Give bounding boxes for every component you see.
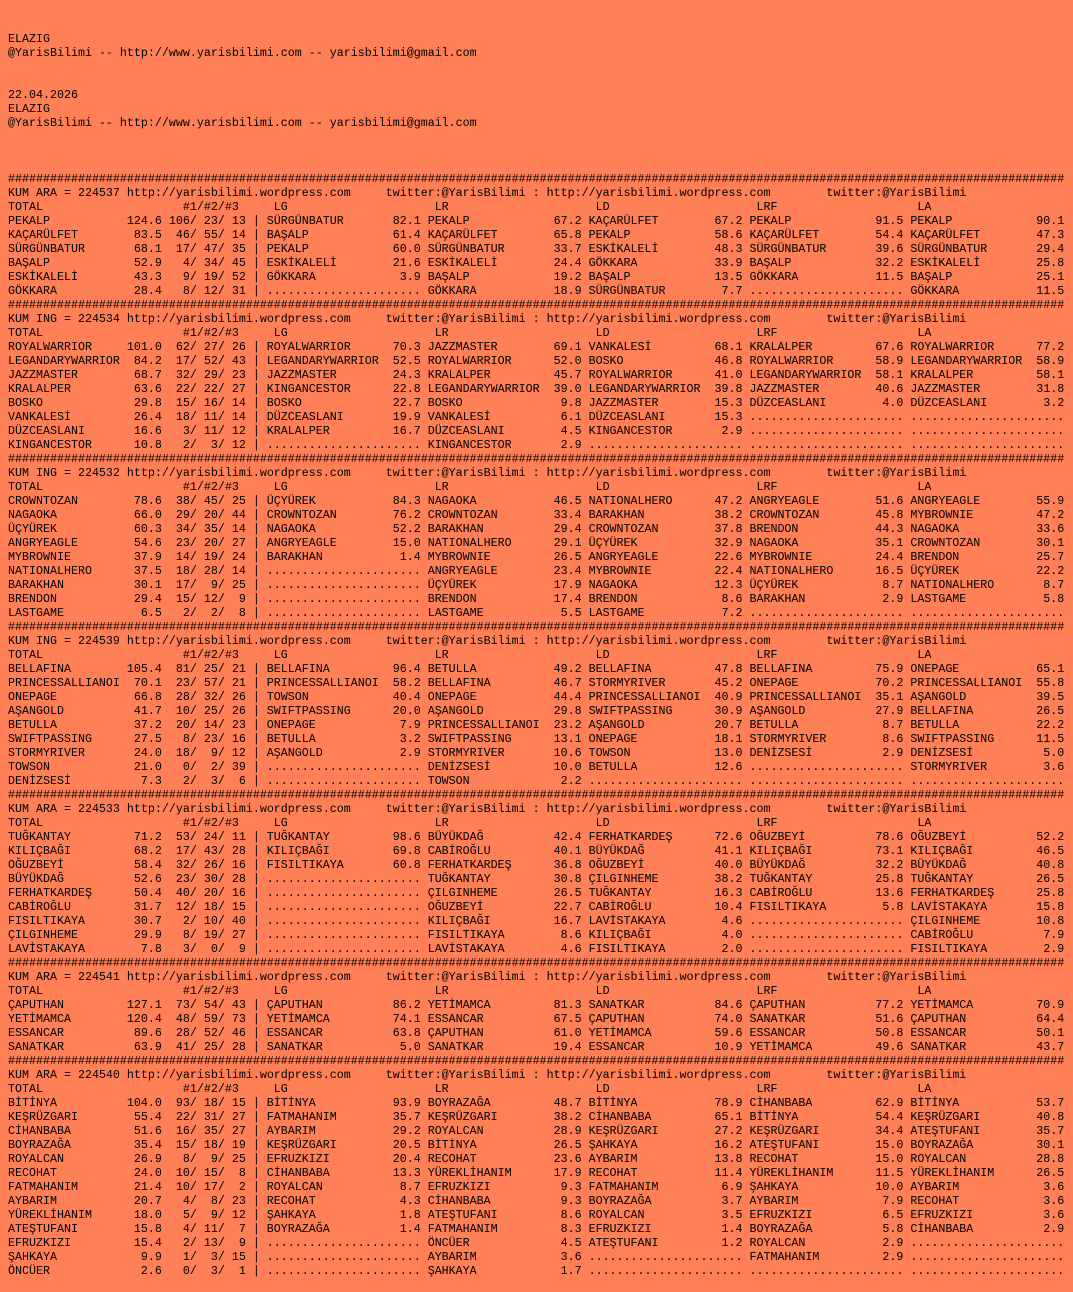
- report-date: 22.04.2026: [8, 88, 78, 102]
- result-row: LAVİSTAKAYA 7.8 3/ 0/ 9 | ...................... LAVİSTAKAYA 4.6 FISILTIKAYA 2.0 ...................... FISILTIKAYA 2.9: [8, 942, 1065, 956]
- header-line: ELAZIG: [8, 32, 50, 46]
- result-row: YÜREKLİHANIM 18.0 5/ 9/ 12 | ŞAHKAYA 1.8 ATEŞTUFANI 8.6 ROYALCAN 3.5 EFRUZKIZI 6.5 EFRUZKIZI 3.6: [8, 1208, 1065, 1222]
- separator-line: #######################################################################################################################################################: [8, 452, 1065, 466]
- separator-line: #######################################################################################################################################################: [8, 1054, 1065, 1068]
- race-block: [8, 452, 1064, 620]
- result-row: ESKİKALELİ 43.3 9/ 19/ 52 | GÖKKARA 3.9 BAŞALP 19.2 BAŞALP 13.5 GÖKKARA 11.5 BAŞALP 25.1: [8, 270, 1065, 284]
- result-row: BAŞALP 52.9 4/ 34/ 45 | ESKİKALELİ 21.6 ESKİKALELİ 24.4 GÖKKARA 33.9 BAŞALP 32.2 ESKİKALELİ 25.8: [8, 256, 1065, 270]
- race-id: KUM ARA = 224537: [8, 186, 120, 200]
- result-row: ROYALCAN 26.9 8/ 9/ 25 | EFRUZKIZI 20.4 RECOHAT 23.6 AYBARIM 13.8 RECOHAT 15.0 ROYALCAN 28.8: [8, 1152, 1065, 1166]
- result-row: BOYRAZAĞA 35.4 15/ 18/ 19 | KEŞRÜZGARI 20.5 BİTİNYA 26.5 ŞAHKAYA 16.2 ATEŞTUFANI 15.0 BOYRAZAĞA 30.1: [8, 1138, 1065, 1152]
- race-title: [8, 634, 1064, 648]
- race-links: http://yarisbilimi.wordpress.com twitter:@YarisBilimi : http://yarisbilimi.wordpress.com twitter:@YarisBilimi: [119, 1068, 967, 1082]
- race-title: [8, 186, 1064, 200]
- result-row: BETULLA 37.2 20/ 14/ 23 | ONEPAGE 7.9 PRINCESSALLIANOI 23.2 AŞANGOLD 20.7 BETULLA 8.7 BETULLA 22.2: [8, 718, 1065, 732]
- result-row: VANKALESİ 26.4 18/ 11/ 14 | DÜZCEASLANI 19.9 VANKALESİ 6.1 DÜZCEASLANI 15.3 ...................... ......................: [8, 410, 1065, 424]
- result-row: MYBROWNIE 37.9 14/ 19/ 24 | BARAKHAN 1.4 MYBROWNIE 26.5 ANGRYEAGLE 22.6 MYBROWNIE 24.4 BRENDON 25.7: [8, 550, 1065, 564]
- race-id: KUM ARA = 224540: [8, 1068, 120, 1082]
- result-row: CİHANBABA 51.6 16/ 35/ 27 | AYBARIM 29.2 ROYALCAN 28.9 KEŞRÜZGARI 27.2 KEŞRÜZGARI 34.4 ATEŞTUFANI 35.7: [8, 1124, 1065, 1138]
- result-row: SWIFTPASSING 27.5 8/ 23/ 16 | BETULLA 3.2 SWIFTPASSING 13.1 ONEPAGE 18.1 STORMYRIVER 8.6 SWIFTPASSING 11.5: [8, 732, 1065, 746]
- result-row: CABİROĞLU 31.7 12/ 18/ 15 | ...................... OĞUZBEYİ 22.7 CABİROĞLU 10.4 FISILTIKAYA 5.8 LAVİSTAKAYA 15.8: [8, 900, 1065, 914]
- race-id: KUM ARA = 224541: [8, 970, 120, 984]
- race-title: [8, 970, 1064, 984]
- result-row: EFRUZKIZI 15.4 2/ 13/ 9 | ...................... ÖNCÜER 4.5 ATEŞTUFANI 1.2 ROYALCAN 2.9 ......................: [8, 1236, 1065, 1250]
- result-row: BÜYÜKDAĞ 52.6 23/ 30/ 28 | ...................... TUĞKANTAY 30.8 ÇILGINHEME 38.2 TUĞKANTAY 25.8 TUĞKANTAY 26.5: [8, 872, 1065, 886]
- result-row: KRALALPER 63.6 22/ 22/ 27 | KINGANCESTOR 22.8 LEGANDARYWARRIOR 39.0 LEGANDARYWARRIOR 39.8 JAZZMASTER 40.6 JAZZMASTER 31.8: [8, 382, 1065, 396]
- result-row: FATMAHANIM 21.4 10/ 17/ 2 | ROYALCAN 8.7 EFRUZKIZI 9.3 FATMAHANIM 6.9 ŞAHKAYA 10.0 AYBARIM 3.6: [8, 1180, 1065, 1194]
- result-row: ŞAHKAYA 9.9 1/ 3/ 15 | ...................... AYBARIM 3.6 ...................... FATMAHANIM 2.9 ......................: [8, 1250, 1065, 1264]
- column-header-row: TOTAL #1/#2/#3 LG LR LD LRF LA: [8, 480, 1030, 494]
- column-header-row: TOTAL #1/#2/#3 LG LR LD LRF LA: [8, 648, 1030, 662]
- result-row: ÖNCÜER 2.6 0/ 3/ 1 | ...................... ŞAHKAYA 1.7 ...................... ...................... ......................: [8, 1264, 1065, 1278]
- result-row: BARAKHAN 30.1 17/ 9/ 25 | ...................... ÜÇYÜREK 17.9 NAGAOKA 12.3 ÜÇYÜREK 8.7 NATIONALHERO 8.7: [8, 578, 1065, 592]
- result-row: BOSKO 29.8 15/ 16/ 14 | BOSKO 22.7 BOSKO 9.8 JAZZMASTER 15.3 DÜZCEASLANI 4.0 DÜZCEASLANI 3.2: [8, 396, 1065, 410]
- race-list: [8, 172, 1064, 1278]
- race-block: [8, 620, 1064, 788]
- separator-line: #######################################################################################################################################################: [8, 298, 1065, 312]
- race-id: KUM ING = 224532: [8, 466, 120, 480]
- race-title: [8, 466, 1064, 480]
- race-id: KUM ING = 224539: [8, 634, 120, 648]
- result-row: RECOHAT 24.0 10/ 15/ 8 | CİHANBABA 13.3 YÜREKLİHANIM 17.9 RECOHAT 11.4 YÜREKLİHANIM 11.5 YÜREKLİHANIM 26.5: [8, 1166, 1065, 1180]
- result-row: PRINCESSALLIANOI 70.1 23/ 57/ 21 | PRINCESSALLIANOI 58.2 BELLAFINA 46.7 STORMYRIVER 45.2 ONEPAGE 70.2 PRINCESSALLIANOI 55.8: [8, 676, 1065, 690]
- header-line: [8, 74, 1064, 88]
- result-row: PEKALP 124.6 106/ 23/ 13 | SÜRGÜNBATUR 82.1 PEKALP 67.2 KAÇARÜLFET 67.2 PEKALP 91.5 PEKALP 90.1: [8, 214, 1065, 228]
- race-block: [8, 956, 1064, 1054]
- race-block: [8, 1054, 1064, 1278]
- result-row: KILIÇBAĞI 68.2 17/ 43/ 28 | KILIÇBAĞI 69.8 CABİROĞLU 40.1 BÜYÜKDAĞ 41.1 KILIÇBAĞI 73.1 KILIÇBAĞI 46.5: [8, 844, 1065, 858]
- race-block: [8, 172, 1064, 298]
- result-row: STORMYRIVER 24.0 18/ 9/ 12 | AŞANGOLD 2.9 STORMYRIVER 10.6 TOWSON 13.0 DENİZSESİ 2.9 DENİZSESİ 5.0: [8, 746, 1065, 760]
- race-title: [8, 312, 1064, 326]
- result-row: BİTİNYA 104.0 93/ 18/ 15 | BİTİNYA 93.9 BOYRAZAĞA 48.7 BİTİNYA 78.9 CİHANBABA 62.9 BİTİNYA 53.7: [8, 1096, 1065, 1110]
- result-row: DENİZSESİ 7.3 2/ 3/ 6 | ...................... TOWSON 2.2 ...................... ...................... ......................: [8, 774, 1065, 788]
- result-row: KEŞRÜZGARI 55.4 22/ 31/ 27 | FATMAHANIM 35.7 KEŞRÜZGARI 38.2 CİHANBABA 65.1 BİTİNYA 54.4 KEŞRÜZGARI 40.8: [8, 1110, 1065, 1124]
- race-title: [8, 1068, 1064, 1082]
- report-text: [8, 4, 1064, 1292]
- result-row: ÇILGINHEME 29.9 8/ 19/ 27 | ...................... FISILTIKAYA 8.6 KILIÇBAĞI 4.0 ...................... CABİROĞLU 7.9: [8, 928, 1065, 942]
- result-row: TUĞKANTAY 71.2 53/ 24/ 11 | TUĞKANTAY 98.6 BÜYÜKDAĞ 42.4 FERHATKARDEŞ 72.6 OĞUZBEYİ 78.6 OĞUZBEYİ 52.2: [8, 830, 1065, 844]
- result-row: ÇAPUTHAN 127.1 73/ 54/ 43 | ÇAPUTHAN 86.2 YETİMAMCA 81.3 SANATKAR 84.6 ÇAPUTHAN 77.2 YETİMAMCA 70.9: [8, 998, 1065, 1012]
- race-id: KUM ARA = 224533: [8, 802, 120, 816]
- race-links: http://yarisbilimi.wordpress.com twitter:@YarisBilimi : http://yarisbilimi.wordpress.com twitter:@YarisBilimi: [119, 466, 967, 480]
- column-header-row: TOTAL #1/#2/#3 LG LR LD LRF LA: [8, 200, 1030, 214]
- result-row: ROYALWARRIOR 101.0 62/ 27/ 26 | ROYALWARRIOR 70.3 JAZZMASTER 69.1 VANKALESİ 68.1 KRALALPER 67.6 ROYALWARRIOR 77.2: [8, 340, 1065, 354]
- result-row: AYBARIM 20.7 4/ 8/ 23 | RECOHAT 4.3 CİHANBABA 9.3 BOYRAZAĞA 3.7 AYBARIM 7.9 RECOHAT 3.6: [8, 1194, 1065, 1208]
- result-row: JAZZMASTER 68.7 32/ 29/ 23 | JAZZMASTER 24.3 KRALALPER 45.7 ROYALWARRIOR 41.0 LEGANDARYWARRIOR 58.1 KRALALPER 58.1: [8, 368, 1065, 382]
- separator-line: #######################################################################################################################################################: [8, 788, 1065, 802]
- result-row: BRENDON 29.4 15/ 12/ 9 | ...................... BRENDON 17.4 BRENDON 8.6 BARAKHAN 2.9 LASTGAME 5.8: [8, 592, 1065, 606]
- column-header-row: TOTAL #1/#2/#3 LG LR LD LRF LA: [8, 984, 1030, 998]
- race-title: [8, 802, 1064, 816]
- column-header-row: TOTAL #1/#2/#3 LG LR LD LRF LA: [8, 1082, 1030, 1096]
- result-row: FERHATKARDEŞ 50.4 40/ 20/ 16 | ...................... ÇILGINHEME 26.5 TUĞKANTAY 16.3 CABİROĞLU 13.6 FERHATKARDEŞ 25.8: [8, 886, 1065, 900]
- separator-line: #######################################################################################################################################################: [8, 956, 1065, 970]
- result-row: ONEPAGE 66.8 28/ 32/ 26 | TOWSON 40.4 ONEPAGE 44.4 PRINCESSALLIANOI 40.9 PRINCESSALLIANOI 35.1 AŞANGOLD 39.5: [8, 690, 1065, 704]
- header-line: ELAZIG: [8, 102, 50, 116]
- page-header: [8, 32, 1064, 144]
- result-row: ANGRYEAGLE 54.6 23/ 20/ 27 | ANGRYEAGLE 15.0 NATIONALHERO 29.1 ÜÇYÜREK 32.9 NAGAOKA 35.1 CROWNTOZAN 30.1: [8, 536, 1065, 550]
- header-line: @YarisBilimi -- http://www.yarisbilimi.com -- yarisbilimi@gmail.com: [8, 116, 477, 130]
- result-row: NATIONALHERO 37.5 18/ 28/ 14 | ...................... ANGRYEAGLE 23.4 MYBROWNIE 22.4 NATIONALHERO 16.5 ÜÇYÜREK 22.2: [8, 564, 1065, 578]
- column-header-row: TOTAL #1/#2/#3 LG LR LD LRF LA: [8, 816, 1030, 830]
- race-links: http://yarisbilimi.wordpress.com twitter:@YarisBilimi : http://yarisbilimi.wordpress.com twitter:@YarisBilimi: [119, 802, 967, 816]
- result-row: KAÇARÜLFET 83.5 46/ 55/ 14 | BAŞALP 61.4 KAÇARÜLFET 65.8 PEKALP 58.6 KAÇARÜLFET 54.4 KAÇARÜLFET 47.3: [8, 228, 1065, 242]
- race-block: [8, 788, 1064, 956]
- result-row: BELLAFINA 105.4 81/ 25/ 21 | BELLAFINA 96.4 BETULLA 49.2 BELLAFINA 47.8 BELLAFINA 75.9 ONEPAGE 65.1: [8, 662, 1065, 676]
- result-row: SÜRGÜNBATUR 68.1 17/ 47/ 35 | PEKALP 60.0 SÜRGÜNBATUR 33.7 ESKİKALELİ 48.3 SÜRGÜNBATUR 39.6 SÜRGÜNBATUR 29.4: [8, 242, 1065, 256]
- result-row: CROWNTOZAN 78.6 38/ 45/ 25 | ÜÇYÜREK 84.3 NAGAOKA 46.5 NATIONALHERO 47.2 ANGRYEAGLE 51.6 ANGRYEAGLE 55.9: [8, 494, 1065, 508]
- race-links: http://yarisbilimi.wordpress.com twitter:@YarisBilimi : http://yarisbilimi.wordpress.com twitter:@YarisBilimi: [119, 186, 967, 200]
- result-row: GÖKKARA 28.4 8/ 12/ 31 | ...................... GÖKKARA 18.9 SÜRGÜNBATUR 7.7 ...................... GÖKKARA 11.5: [8, 284, 1065, 298]
- header-line: [8, 130, 1064, 144]
- result-row: FISILTIKAYA 30.7 2/ 10/ 40 | ...................... KILIÇBAĞI 16.7 LAVİSTAKAYA 4.6 ...................... ÇILGINHEME 10.8: [8, 914, 1065, 928]
- race-links: http://yarisbilimi.wordpress.com twitter:@YarisBilimi : http://yarisbilimi.wordpress.com twitter:@YarisBilimi: [119, 312, 967, 326]
- column-header-row: TOTAL #1/#2/#3 LG LR LD LRF LA: [8, 326, 1030, 340]
- separator-line: #######################################################################################################################################################: [8, 172, 1065, 186]
- race-links: http://yarisbilimi.wordpress.com twitter:@YarisBilimi : http://yarisbilimi.wordpress.com twitter:@YarisBilimi: [119, 634, 967, 648]
- result-row: OĞUZBEYİ 58.4 32/ 26/ 16 | FISILTIKAYA 60.8 FERHATKARDEŞ 36.8 OĞUZBEYİ 40.0 BÜYÜKDAĞ 32.2 BÜYÜKDAĞ 40.8: [8, 858, 1065, 872]
- result-row: ATEŞTUFANI 15.8 4/ 11/ 7 | BOYRAZAĞA 1.4 FATMAHANIM 8.3 EFRUZKIZI 1.4 BOYRAZAĞA 5.8 CİHANBABA 2.9: [8, 1222, 1065, 1236]
- race-id: KUM ING = 224534: [8, 312, 120, 326]
- header-line: @YarisBilimi -- http://www.yarisbilimi.com -- yarisbilimi@gmail.com: [8, 46, 477, 60]
- result-row: TOWSON 21.0 0/ 2/ 39 | ...................... DENİZSESİ 10.0 BETULLA 12.6 ...................... STORMYRIVER 3.6: [8, 760, 1065, 774]
- result-row: LASTGAME 6.5 2/ 2/ 8 | ...................... LASTGAME 5.5 LASTGAME 7.2 ...................... ......................: [8, 606, 1065, 620]
- result-row: DÜZCEASLANI 16.6 3/ 11/ 12 | KRALALPER 16.7 DÜZCEASLANI 4.5 KINGANCESTOR 2.9 ...................... ......................: [8, 424, 1065, 438]
- header-line: [8, 60, 1064, 74]
- result-row: KINGANCESTOR 10.8 2/ 3/ 12 | ...................... KINGANCESTOR 2.9 ...................... ...................... ......................: [8, 438, 1065, 452]
- race-links: http://yarisbilimi.wordpress.com twitter:@YarisBilimi : http://yarisbilimi.wordpress.com twitter:@YarisBilimi: [119, 970, 967, 984]
- result-row: ÜÇYÜREK 60.3 34/ 35/ 14 | NAGAOKA 52.2 BARAKHAN 29.4 CROWNTOZAN 37.8 BRENDON 44.3 NAGAOKA 33.6: [8, 522, 1065, 536]
- result-row: LEGANDARYWARRIOR 84.2 17/ 52/ 43 | LEGANDARYWARRIOR 52.5 ROYALWARRIOR 52.0 BOSKO 46.8 ROYALWARRIOR 58.9 LEGANDARYWARRIOR 58.9: [8, 354, 1065, 368]
- result-row: NAGAOKA 66.0 29/ 20/ 44 | CROWNTOZAN 76.2 CROWNTOZAN 33.4 BARAKHAN 38.2 CROWNTOZAN 45.8 MYBROWNIE 47.2: [8, 508, 1065, 522]
- result-row: AŞANGOLD 41.7 10/ 25/ 26 | SWIFTPASSING 20.0 AŞANGOLD 29.8 SWIFTPASSING 30.9 AŞANGOLD 27.9 BELLAFINA 26.5: [8, 704, 1065, 718]
- result-row: SANATKAR 63.9 41/ 25/ 28 | SANATKAR 5.0 SANATKAR 19.4 ESSANCAR 10.9 YETİMAMCA 49.6 SANATKAR 43.7: [8, 1040, 1065, 1054]
- race-block: [8, 298, 1064, 452]
- separator-line: #######################################################################################################################################################: [8, 620, 1065, 634]
- result-row: ESSANCAR 89.6 28/ 52/ 46 | ESSANCAR 63.8 ÇAPUTHAN 61.0 YETİMAMCA 59.6 ESSANCAR 50.8 ESSANCAR 50.1: [8, 1026, 1065, 1040]
- result-row: YETİMAMCA 120.4 48/ 59/ 73 | YETİMAMCA 74.1 ESSANCAR 67.5 ÇAPUTHAN 74.0 SANATKAR 51.6 ÇAPUTHAN 64.4: [8, 1012, 1065, 1026]
